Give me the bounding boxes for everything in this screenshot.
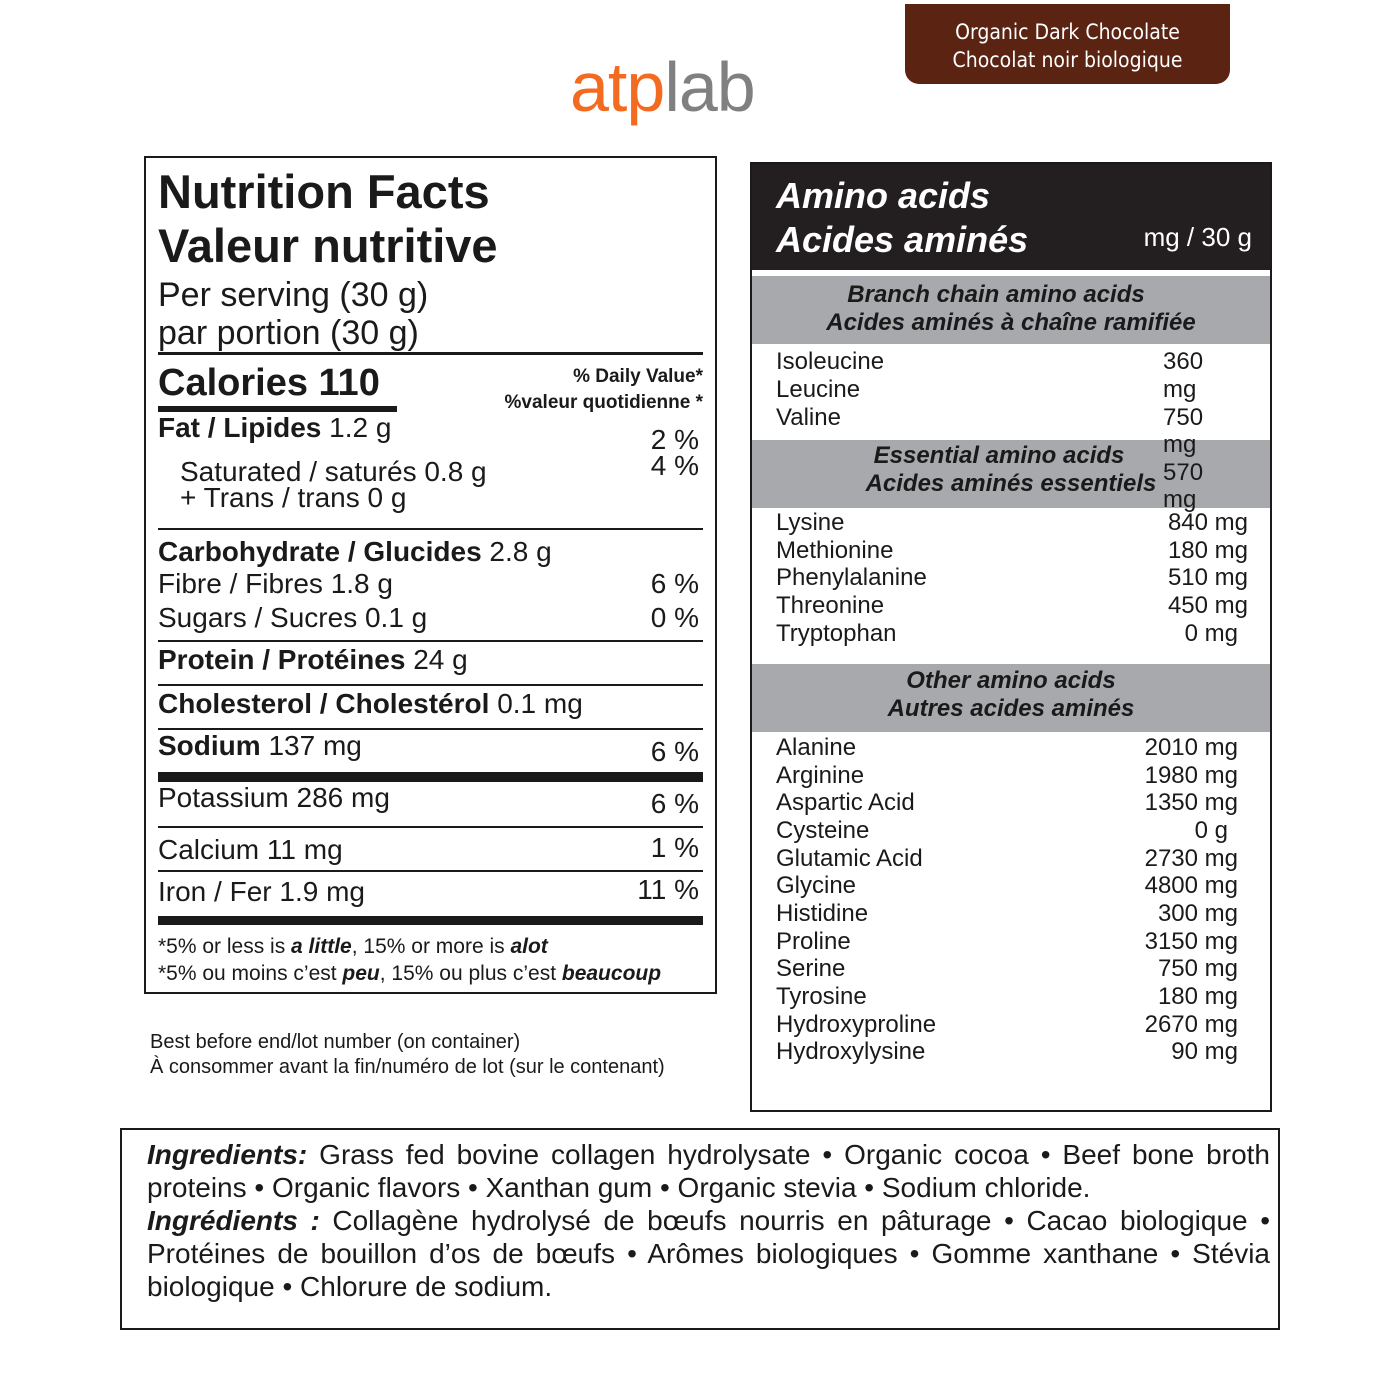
nutrition-title-fr: Valeur nutritive [158, 219, 498, 272]
amino-value: 2670 mg [1144, 1011, 1238, 1038]
amino-name: Hydroxylysine [776, 1038, 926, 1065]
flavor-fr: Chocolat noir biologique [952, 48, 1183, 72]
fat-value: 1.2 g [329, 412, 392, 443]
bcaa-band [752, 276, 1270, 344]
amino-value: mg [1163, 431, 1197, 458]
amino-value: 300 mg [1157, 900, 1238, 927]
amino-value: 90 mg [1171, 1038, 1238, 1065]
footnote-emphasis: beaucoup [561, 962, 662, 985]
ingredients-en [147, 1138, 1270, 1204]
footnote-text: *5% ou moins c’est [158, 962, 343, 985]
amino-value: 510 mg [1167, 564, 1248, 591]
amino-value: 750 mg [1157, 955, 1238, 982]
footnote-text: , 15% ou plus c’est [379, 962, 562, 985]
amino-header [752, 164, 1270, 270]
serving-fr: par portion (30 g) [158, 314, 419, 352]
fibre-pct: 6 % [650, 568, 699, 599]
trans-row: + Trans / trans 0 g [180, 482, 407, 513]
amino-value: 750 [1163, 404, 1204, 431]
amino-name: Arginine [776, 762, 865, 789]
sodium-row [158, 732, 362, 760]
ingredients-box [120, 1128, 1280, 1330]
calcium-pct: 1 % [650, 832, 699, 863]
fat-label: Fat / Lipides [158, 412, 322, 443]
footnote-fr [158, 963, 661, 984]
nutrition-title-en: Nutrition Facts [158, 165, 490, 218]
carb-label: Carbohydrate / Glucides [158, 536, 482, 567]
amino-value: 450 mg [1167, 592, 1248, 619]
amino-name: Lysine [776, 509, 845, 536]
amino-value: mg [1163, 376, 1197, 403]
amino-name: Glycine [776, 872, 857, 899]
carb-row [158, 538, 552, 566]
amino-name: Aspartic Acid [776, 789, 915, 816]
amino-name: Threonine [776, 592, 885, 619]
divider [158, 640, 703, 642]
ingredients-label-fr: Ingrédients : [147, 1205, 320, 1236]
potassium-row: Potassium 286 mg [158, 782, 390, 813]
amino-name: Methionine [776, 537, 894, 564]
best-before-note [150, 1030, 665, 1080]
divider [158, 870, 703, 872]
other-title-en: Other amino acids [906, 667, 1116, 694]
ingredients-text-fr: Collagène hydrolysé de bœufs nourris en pâturage • Cacao biologique • Protéines de bouillon d’os de bœufs • Arômes biologiques • Gomme xanthane • Stévia biologique • Chlorure de sodium. [147, 1205, 1270, 1302]
divider [158, 684, 703, 686]
fibre-row: Fibre / Fibres 1.8 g [158, 568, 393, 599]
amino-name: Isoleucine [776, 348, 885, 375]
amino-value: 180 mg [1157, 983, 1238, 1010]
ingredients-text-en: Grass fed bovine collagen hydrolysate • Organic cocoa • Beef bone broth proteins • Organic flavors • Xanthan gum • Organic stevia • Sodium chloride. [147, 1139, 1270, 1203]
amino-name: Alanine [776, 734, 857, 761]
divider [158, 352, 703, 355]
sugars-row: Sugars / Sucres 0.1 g [158, 602, 428, 633]
iron-row: Iron / Fer 1.9 mg [158, 876, 365, 907]
amino-name: Glutamic Acid [776, 845, 923, 872]
amino-name: Proline [776, 928, 851, 955]
amino-name: Valine [776, 404, 841, 431]
divider-thick [158, 772, 703, 782]
footnote-en [158, 936, 548, 957]
daily-value-en: % Daily Value* [573, 366, 703, 387]
saturated-pct: 4 % [650, 450, 699, 481]
protein-label: Protein / Protéines [158, 644, 406, 675]
other-title-fr: Autres acides aminés [887, 695, 1135, 722]
nutrition-facts-panel [144, 156, 717, 994]
fat-pct: 2 % [650, 424, 699, 455]
divider [158, 826, 703, 828]
amino-value: 360 [1163, 348, 1204, 375]
amino-name: Histidine [776, 900, 869, 927]
carb-value: 2.8 g [489, 536, 552, 567]
amino-value: 1350 mg [1144, 789, 1238, 816]
flavor-en: Organic Dark Chocolate [955, 20, 1180, 44]
saturated-row: Saturated / saturés 0.8 g [180, 456, 487, 487]
amino-name: Hydroxyproline [776, 1011, 937, 1038]
logo-atp: atp [570, 48, 665, 126]
cholesterol-row [158, 690, 583, 718]
other-band [752, 664, 1270, 732]
amino-value: 570 [1163, 459, 1204, 486]
footnote-emphasis: peu [342, 962, 380, 985]
potassium-pct: 6 % [650, 788, 699, 819]
amino-unit: mg / 30 g [1143, 222, 1252, 252]
footnote-text: *5% or less is [158, 935, 292, 958]
flavor-badge [905, 4, 1230, 84]
sodium-label: Sodium [158, 730, 261, 761]
sodium-value: 137 mg [268, 730, 362, 761]
amino-value: 2730 mg [1144, 845, 1238, 872]
divider-thick [158, 916, 703, 925]
amino-name: Serine [776, 955, 846, 982]
protein-row [158, 646, 468, 674]
eaa-title-fr: Acides aminés essentiels [865, 470, 1157, 497]
footnote-text: , 15% or more is [351, 935, 511, 958]
amino-value: 0 g [1194, 817, 1228, 844]
amino-acids-panel [750, 162, 1272, 1112]
amino-value: 4800 mg [1144, 872, 1238, 899]
bcaa-title-en: Branch chain amino acids [847, 281, 1145, 308]
sugars-pct: 0 % [650, 602, 699, 633]
logo-lab: lab [664, 48, 755, 126]
best-before-fr: À consommer avant la fin/numéro de lot (sur le contenant) [150, 1056, 665, 1078]
iron-pct: 11 % [637, 874, 699, 905]
amino-value: mg [1163, 486, 1197, 513]
amino-name: Tryptophan [776, 620, 897, 647]
ingredients-label-en: Ingredients: [147, 1139, 308, 1170]
amino-name: Cysteine [776, 817, 870, 844]
protein-value: 24 g [413, 644, 468, 675]
amino-value: 3150 mg [1144, 928, 1238, 955]
cholesterol-label: Cholesterol / Cholestérol [158, 688, 490, 719]
amino-title-fr: Acides aminés [776, 219, 1029, 260]
best-before-en: Best before end/lot number (on container) [150, 1031, 521, 1053]
brand-logo [570, 48, 755, 126]
daily-value-fr: %valeur quotidienne * [504, 392, 703, 413]
sodium-pct: 6 % [650, 736, 699, 767]
calcium-row: Calcium 11 mg [158, 834, 343, 865]
footnote-emphasis: alot [510, 935, 548, 958]
serving-en: Per serving (30 g) [158, 276, 429, 314]
divider [158, 528, 703, 530]
cholesterol-value: 0.1 mg [497, 688, 583, 719]
amino-value: 180 mg [1167, 537, 1248, 564]
eaa-title-en: Essential amino acids [873, 442, 1125, 469]
amino-name: Tyrosine [776, 983, 867, 1010]
amino-value: 2010 mg [1144, 734, 1238, 761]
amino-name: Leucine [776, 376, 861, 403]
calories: Calories 110 [158, 362, 380, 404]
amino-value: 0 mg [1184, 620, 1238, 647]
fat-row [158, 414, 391, 442]
footnote-emphasis: a little [291, 935, 352, 958]
amino-name: Phenylalanine [776, 564, 927, 591]
bcaa-title-fr: Acides aminés à chaîne ramifiée [826, 309, 1196, 336]
amino-value: 840 mg [1167, 509, 1248, 536]
amino-title-en: Amino acids [776, 175, 991, 216]
ingredients-fr [147, 1204, 1270, 1303]
daily-value-header [505, 364, 703, 416]
amino-value: 1980 mg [1144, 762, 1238, 789]
